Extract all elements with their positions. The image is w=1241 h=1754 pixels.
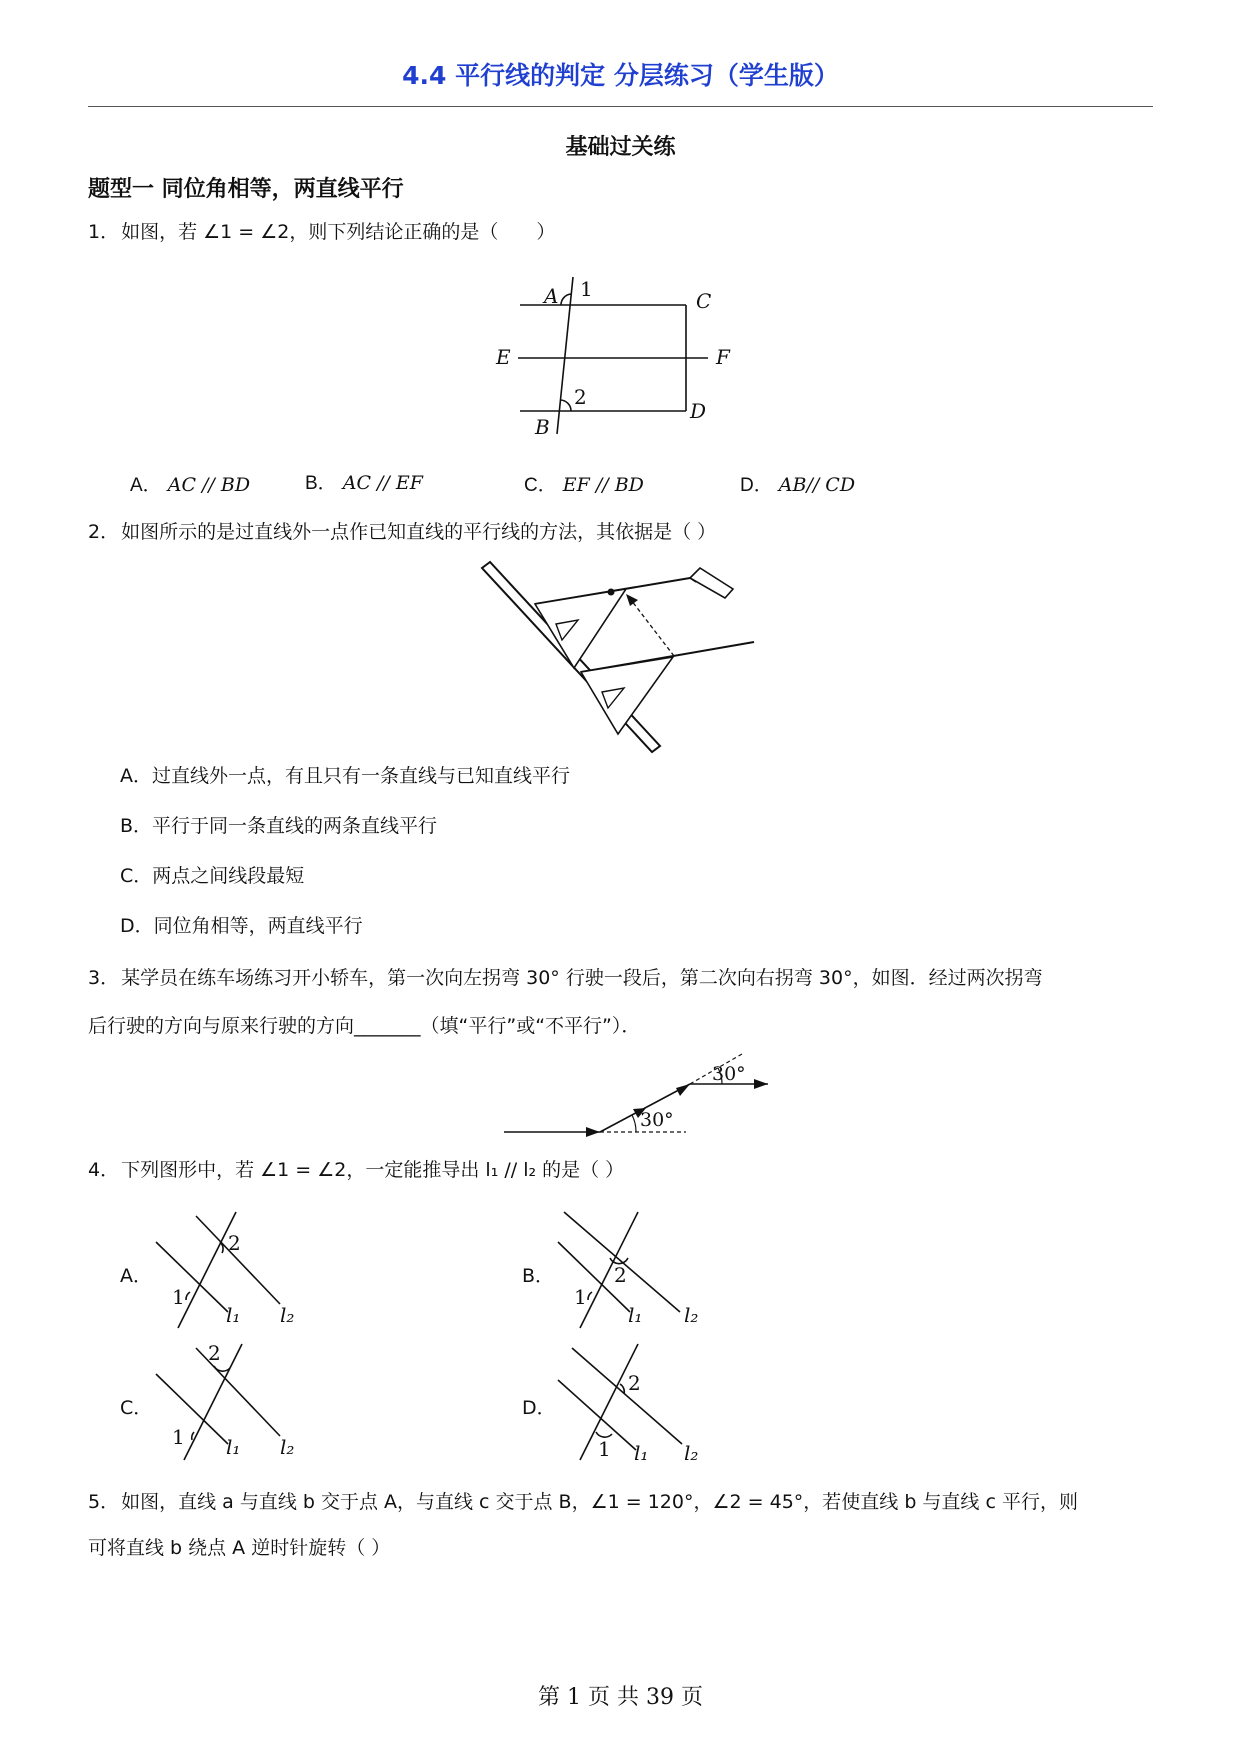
q1-option-c[interactable]: C． EF // BD bbox=[524, 474, 644, 496]
angle-2-arc bbox=[560, 400, 571, 411]
question-text: 如图所示的是过直线外一点作已知直线的平行线的方法，其依据是（ ） bbox=[121, 521, 717, 543]
label-1: 1 bbox=[580, 277, 593, 301]
given-point bbox=[608, 589, 615, 596]
svg-text:2: 2 bbox=[208, 1341, 221, 1365]
angle-1-arc bbox=[192, 1432, 194, 1440]
q4-option-c-figure[interactable] bbox=[148, 1340, 308, 1464]
header-divider bbox=[88, 106, 1153, 107]
arrowhead bbox=[754, 1079, 768, 1089]
question-5-line-1: 5． 如图，直线 a 与直线 b 交于点 A，与直线 c 交于点 B，∠1 = 120°，∠2 = 45°，若使直线 b 与直线 c 平行，则 bbox=[88, 1491, 1078, 1513]
arrowhead bbox=[676, 1084, 690, 1096]
q4-option-a-figure[interactable] bbox=[148, 1208, 308, 1332]
question-number: 1． bbox=[88, 221, 120, 243]
arrowhead bbox=[586, 1127, 600, 1137]
svg-text:1: 1 bbox=[574, 1285, 587, 1309]
svg-text:2: 2 bbox=[228, 1231, 241, 1255]
question-1 bbox=[88, 218, 555, 246]
label-A: A bbox=[544, 284, 559, 308]
svg-text:1: 1 bbox=[172, 1285, 185, 1309]
q4-option-b-figure[interactable] bbox=[550, 1208, 710, 1332]
question-3-line-2: 后行驶的方向与原来行驶的方向_______（填“平行”或“不平行”）． bbox=[88, 1015, 641, 1037]
question-5-line-2: 可将直线 b 绕点 A 逆时针旋转（ ） bbox=[88, 1537, 391, 1559]
svg-text:l₂: l₂ bbox=[684, 1441, 699, 1464]
q2-option-b[interactable]: B．平行于同一条直线的两条直线平行 bbox=[120, 815, 438, 837]
line-l2 bbox=[572, 1348, 682, 1444]
line-l2 bbox=[196, 1216, 280, 1304]
q4-option-a-label[interactable]: A． bbox=[120, 1265, 152, 1287]
svg-text:1: 1 bbox=[172, 1425, 185, 1449]
question-2: 2． 如图所示的是过直线外一点作已知直线的平行线的方法，其依据是（ ） bbox=[88, 521, 717, 543]
label-B: B bbox=[535, 415, 550, 439]
question-3-figure bbox=[500, 1050, 790, 1140]
svg-text:1: 1 bbox=[598, 1437, 611, 1461]
angle-1-arc bbox=[186, 1292, 190, 1300]
svg-text:l₁: l₁ bbox=[226, 1435, 241, 1459]
q2-option-c[interactable]: C．两点之间线段最短 bbox=[120, 865, 305, 887]
svg-text:l₂: l₂ bbox=[684, 1303, 699, 1327]
question-2-figure bbox=[478, 556, 758, 756]
angle-label-upper: 30° bbox=[712, 1063, 746, 1085]
angle-arc-lower bbox=[632, 1115, 636, 1132]
angle-label-lower: 30° bbox=[640, 1109, 674, 1131]
question-type-heading: 题型一 同位角相等，两直线平行 bbox=[88, 177, 404, 202]
q2-option-d[interactable]: D．同位角相等，两直线平行 bbox=[120, 915, 363, 937]
q1-option-a[interactable]: A． AC // BD bbox=[130, 474, 251, 496]
q1-option-b[interactable]: B． AC // EF bbox=[305, 472, 423, 494]
q2-option-a[interactable]: A．过直线外一点，有且只有一条直线与已知直线平行 bbox=[120, 765, 571, 787]
section-title: 基础过关练 bbox=[565, 135, 676, 160]
q4-option-d-label[interactable]: D． bbox=[522, 1397, 556, 1419]
document-title: 4.4 平行线的判定 分层练习（学生版） bbox=[402, 61, 839, 90]
pencil-icon bbox=[690, 568, 733, 598]
q4-option-b-label[interactable]: B． bbox=[522, 1265, 555, 1287]
label-D: D bbox=[690, 399, 707, 423]
label-C: C bbox=[696, 289, 712, 313]
slide-path-dashed bbox=[628, 596, 674, 656]
svg-text:l₁: l₁ bbox=[634, 1441, 649, 1464]
question-text: 如图，若 ∠1 = ∠2，则下列结论正确的是（ ） bbox=[121, 221, 556, 243]
svg-text:l₂: l₂ bbox=[280, 1303, 295, 1327]
q4-option-d-figure[interactable] bbox=[550, 1340, 710, 1464]
page-number-footer: 第 1 页 共 39 页 bbox=[538, 1685, 703, 1710]
label-E: E bbox=[496, 345, 511, 369]
label-2: 2 bbox=[574, 385, 587, 409]
q4-option-c-label[interactable]: C． bbox=[120, 1397, 153, 1419]
question-1-figure bbox=[490, 272, 750, 442]
svg-text:2: 2 bbox=[628, 1371, 641, 1395]
question-4: 4． 下列图形中，若 ∠1 = ∠2，一定能推导出 l₁ // l₂ 的是（ ） bbox=[88, 1159, 625, 1181]
svg-text:l₁: l₁ bbox=[628, 1303, 643, 1327]
q1-option-d[interactable]: D． AB// CD bbox=[740, 474, 856, 496]
label-F: F bbox=[716, 345, 730, 369]
arrowhead bbox=[626, 594, 638, 606]
svg-text:l₂: l₂ bbox=[280, 1435, 295, 1459]
svg-text:2: 2 bbox=[614, 1263, 627, 1287]
svg-text:l₁: l₁ bbox=[226, 1303, 241, 1327]
triangle-lower bbox=[581, 657, 673, 734]
question-3-line-1: 3． 某学员在练车场练习开小轿车，第一次向左拐弯 30° 行驶一段后，第二次向右拐弯 30°，如图．经过两次拐弯 bbox=[88, 967, 1043, 989]
angle-1-arc bbox=[561, 294, 571, 305]
angle-1-arc bbox=[588, 1292, 592, 1300]
